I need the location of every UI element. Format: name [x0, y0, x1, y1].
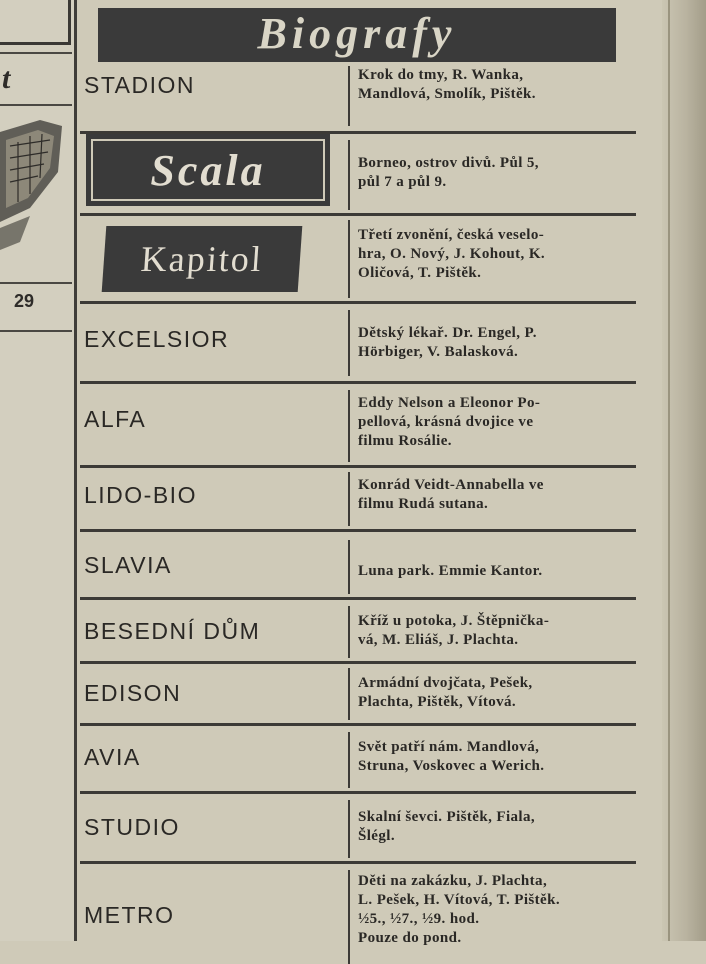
cinema-description	[358, 394, 634, 451]
page-title: Biografy	[257, 8, 457, 58]
cinema-row-edison	[80, 664, 636, 726]
cinema-description	[358, 612, 634, 650]
desc-line: Skalní ševci. Pištěk, Fiala,	[358, 809, 536, 825]
left-rule	[0, 330, 72, 332]
cinema-description	[358, 808, 634, 846]
desc-line: hra, O. Nový, J. Kohout, K.	[358, 246, 546, 262]
cinema-name: LIDO-BIO	[84, 482, 197, 508]
kapitol-logo	[102, 226, 303, 292]
row-separator	[348, 390, 350, 462]
left-column-fragment	[0, 0, 76, 941]
cinema-description	[358, 738, 634, 776]
left-illustration	[0, 112, 68, 252]
desc-line: Šlégl.	[358, 828, 395, 844]
row-separator	[348, 606, 350, 658]
left-rule	[0, 282, 72, 284]
desc-line: Krok do tmy, R. Wanka,	[358, 67, 524, 83]
cinema-row-metro	[80, 864, 636, 964]
desc-line: Armádní dvojčata, Pešek,	[358, 675, 533, 691]
desc-line: Svět patří nám. Mandlová,	[358, 739, 540, 755]
desc-line: Plachta, Pištěk, Vítová.	[358, 694, 517, 710]
desc-line: Oličová, T. Pištěk.	[358, 265, 482, 281]
cinema-row-besedni-dum	[80, 600, 636, 664]
cinema-row-excelsior	[80, 304, 636, 384]
desc-line: vá, M. Eliáš, J. Plachta.	[358, 632, 519, 648]
cinema-description	[358, 66, 634, 104]
cinema-row-alfa	[80, 384, 636, 468]
cinema-name: Scala	[150, 145, 266, 195]
desc-line: Děti na zakázku, J. Plachta,	[358, 873, 548, 889]
cinema-name: STADION	[84, 72, 196, 98]
desc-line: Struna, Voskovec a Werich.	[358, 758, 545, 774]
desc-line: Kříž u potoka, J. Štěpnička-	[358, 613, 550, 629]
cinema-description	[358, 324, 634, 362]
cinema-name: AVIA	[84, 744, 141, 770]
cinema-name: EDISON	[84, 680, 182, 706]
row-separator	[348, 540, 350, 594]
cinema-row-lido-bio	[80, 468, 636, 532]
desc-line: Pouze do pond.	[358, 930, 462, 946]
cinema-description	[358, 226, 634, 283]
cinema-name: BESEDNÍ DŮM	[84, 618, 261, 644]
desc-line: Eddy Nelson a Eleonor Po-	[358, 395, 541, 411]
left-fragment-letter: t	[2, 62, 11, 95]
column-divider	[74, 0, 77, 941]
cinema-row-avia	[80, 726, 636, 794]
row-separator	[348, 870, 350, 964]
desc-line: Třetí zvonění, česká veselo-	[358, 227, 545, 243]
row-separator	[348, 668, 350, 720]
cinema-name: SLAVIA	[84, 552, 172, 578]
row-separator	[348, 220, 350, 298]
cinema-description	[358, 674, 634, 712]
desc-line: filmu Rudá sutana.	[358, 496, 489, 512]
cinema-name: STUDIO	[84, 814, 180, 840]
desc-line: Konrád Veidt-Annabella ve	[358, 477, 544, 493]
desc-line: Dětský lékař. Dr. Engel, P.	[358, 325, 537, 341]
desc-line: Hörbiger, V. Balasková.	[358, 344, 519, 360]
cinema-row-kapitol	[80, 216, 636, 304]
left-top-frame	[0, 0, 71, 45]
desc-line: Mandlová, Smolík, Pištěk.	[358, 86, 536, 102]
row-separator	[348, 310, 350, 376]
cinema-description	[358, 154, 634, 192]
cinema-row-stadion	[80, 64, 636, 134]
desc-line: pellová, krásná dvojice ve	[358, 414, 534, 430]
cinema-row-slavia	[80, 532, 636, 600]
row-separator	[348, 472, 350, 526]
cinema-name: METRO	[84, 902, 175, 928]
page-edge-line	[668, 0, 670, 941]
desc-line: ½5., ½7., ½9. hod.	[358, 911, 480, 927]
row-separator	[348, 800, 350, 858]
row-separator	[348, 66, 350, 126]
desc-line: půl 7 a půl 9.	[358, 174, 447, 190]
cinema-listings	[80, 64, 636, 964]
cinema-description	[358, 562, 634, 581]
cinema-description	[358, 872, 634, 948]
desc-line: Luna park. Emmie Kantor.	[358, 563, 543, 579]
header-banner	[98, 8, 616, 62]
cinema-description	[358, 476, 634, 514]
cinema-name: ALFA	[84, 406, 147, 432]
desc-line: Borneo, ostrov divů. Půl 5,	[358, 155, 539, 171]
left-fragment-number: 29	[14, 291, 35, 311]
cinema-name: Kapitol	[139, 239, 265, 279]
cinema-name: EXCELSIOR	[84, 326, 230, 352]
row-separator	[348, 140, 350, 210]
desc-line: filmu Rosálie.	[358, 433, 452, 449]
desc-line: L. Pešek, H. Vítová, T. Pištěk.	[358, 892, 560, 908]
left-rule	[0, 104, 72, 106]
cinema-row-scala	[80, 134, 636, 216]
row-separator	[348, 732, 350, 788]
left-rule	[0, 52, 72, 54]
scala-logo	[86, 134, 330, 206]
cinema-row-studio	[80, 794, 636, 864]
